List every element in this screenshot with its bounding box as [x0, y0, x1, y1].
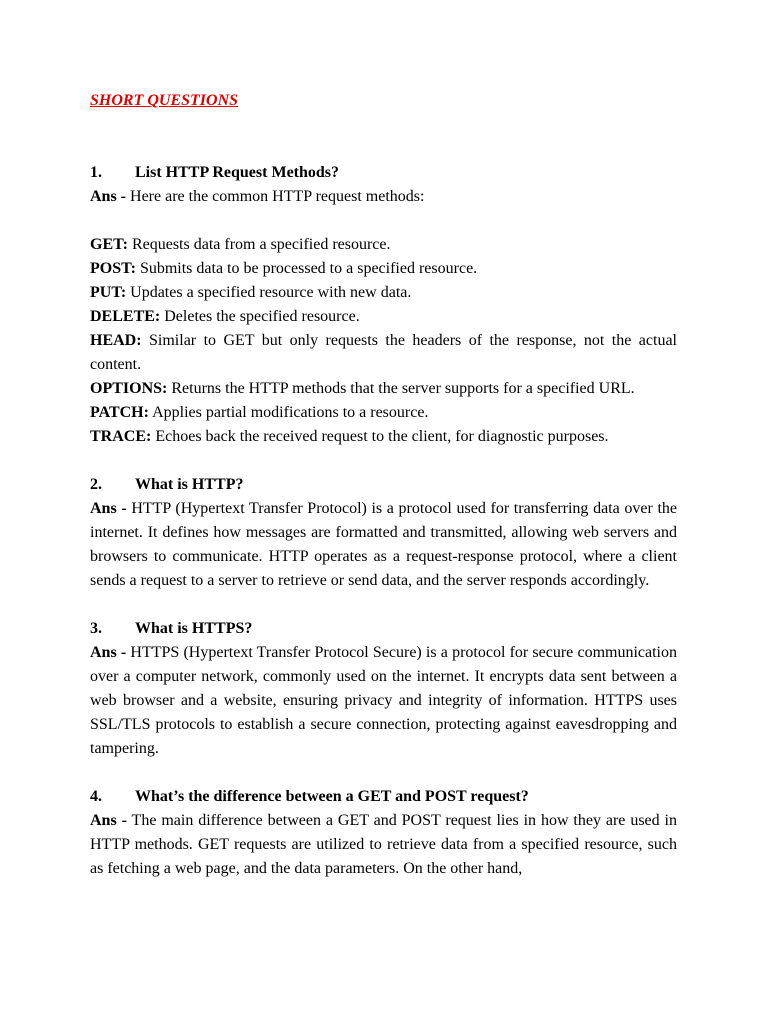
- document-content: [90, 89, 677, 881]
- answer-text: Here are the common HTTP request methods:: [130, 188, 425, 205]
- question-text: What is HTTP?: [135, 476, 244, 493]
- method-item: [90, 377, 677, 401]
- question-text: List HTTP Request Methods?: [135, 164, 340, 181]
- question-number: 1.: [90, 164, 102, 181]
- question-2-title: [90, 473, 677, 497]
- method-name: GET:: [90, 236, 128, 253]
- question-3-title: [90, 617, 677, 641]
- method-item: [90, 281, 677, 305]
- page-heading: SHORT QUESTIONS: [90, 92, 239, 109]
- answer-1: [90, 185, 677, 209]
- method-item: [90, 401, 677, 425]
- method-item: [90, 305, 677, 329]
- answer-text: The main difference between a GET and POST request lies in how they are used in HTTP methods. GET requests are utilized to retrieve data from a specified resource, such as fetching a web page, and the data parameters. On the other hand,: [90, 812, 677, 877]
- method-desc: Deletes the specified resource.: [164, 308, 360, 325]
- method-name: DELETE:: [90, 308, 161, 325]
- method-desc: Submits data to be processed to a specified resource.: [139, 260, 478, 277]
- ans-label: Ans -: [90, 188, 127, 205]
- question-number: 2.: [90, 476, 102, 493]
- answer-2: [90, 497, 677, 593]
- method-desc: Echoes back the received request to the client, for diagnostic purposes.: [155, 428, 609, 445]
- method-item: [90, 425, 677, 449]
- method-name: TRACE:: [90, 428, 152, 445]
- method-desc: Returns the HTTP methods that the server supports for a specified URL.: [171, 380, 635, 397]
- answer-text: HTTPS (Hypertext Transfer Protocol Secure) is a protocol for secure communication over a computer network, commonly used on the internet. It encrypts data sent between a web browser and a website, ensuring privacy and integrity of information. HTTPS uses SSL/TLS protocols to establish a secure connection, protecting against eavesdropping and tampering.: [90, 644, 677, 757]
- method-desc: Updates a specified resource with new data.: [130, 284, 412, 301]
- method-desc: Requests data from a specified resource.: [131, 236, 391, 253]
- method-desc: Similar to GET but only requests the headers of the response, not the actual content.: [90, 332, 678, 373]
- question-number: 3.: [90, 620, 102, 637]
- method-name: POST:: [90, 260, 136, 277]
- answer-4: [90, 809, 677, 881]
- method-desc: Applies partial modifications to a resource.: [152, 404, 429, 421]
- method-list: [90, 233, 677, 449]
- method-name: OPTIONS:: [90, 380, 168, 397]
- ans-label: Ans -: [90, 812, 127, 829]
- question-4-title: [90, 785, 677, 809]
- method-name: HEAD:: [90, 332, 142, 349]
- method-item: [90, 233, 677, 257]
- ans-label: Ans -: [90, 644, 127, 661]
- method-item: [90, 329, 677, 377]
- answer-text: HTTP (Hypertext Transfer Protocol) is a protocol used for transferring data over the internet. It defines how messages are formatted and transmitted, allowing web servers and browsers to communicate. HTTP operates as a request-response protocol, where a client sends a request to a server to retrieve or send data, and the server responds accordingly.: [90, 500, 677, 589]
- method-name: PUT:: [90, 284, 127, 301]
- ans-label: Ans -: [90, 500, 127, 517]
- question-text: What is HTTPS?: [135, 620, 253, 637]
- method-name: PATCH:: [90, 404, 149, 421]
- question-text: What’s the difference between a GET and POST request?: [135, 788, 529, 805]
- question-number: 4.: [90, 788, 102, 805]
- method-item: [90, 257, 677, 281]
- question-1-title: [90, 161, 677, 185]
- answer-3: [90, 641, 677, 761]
